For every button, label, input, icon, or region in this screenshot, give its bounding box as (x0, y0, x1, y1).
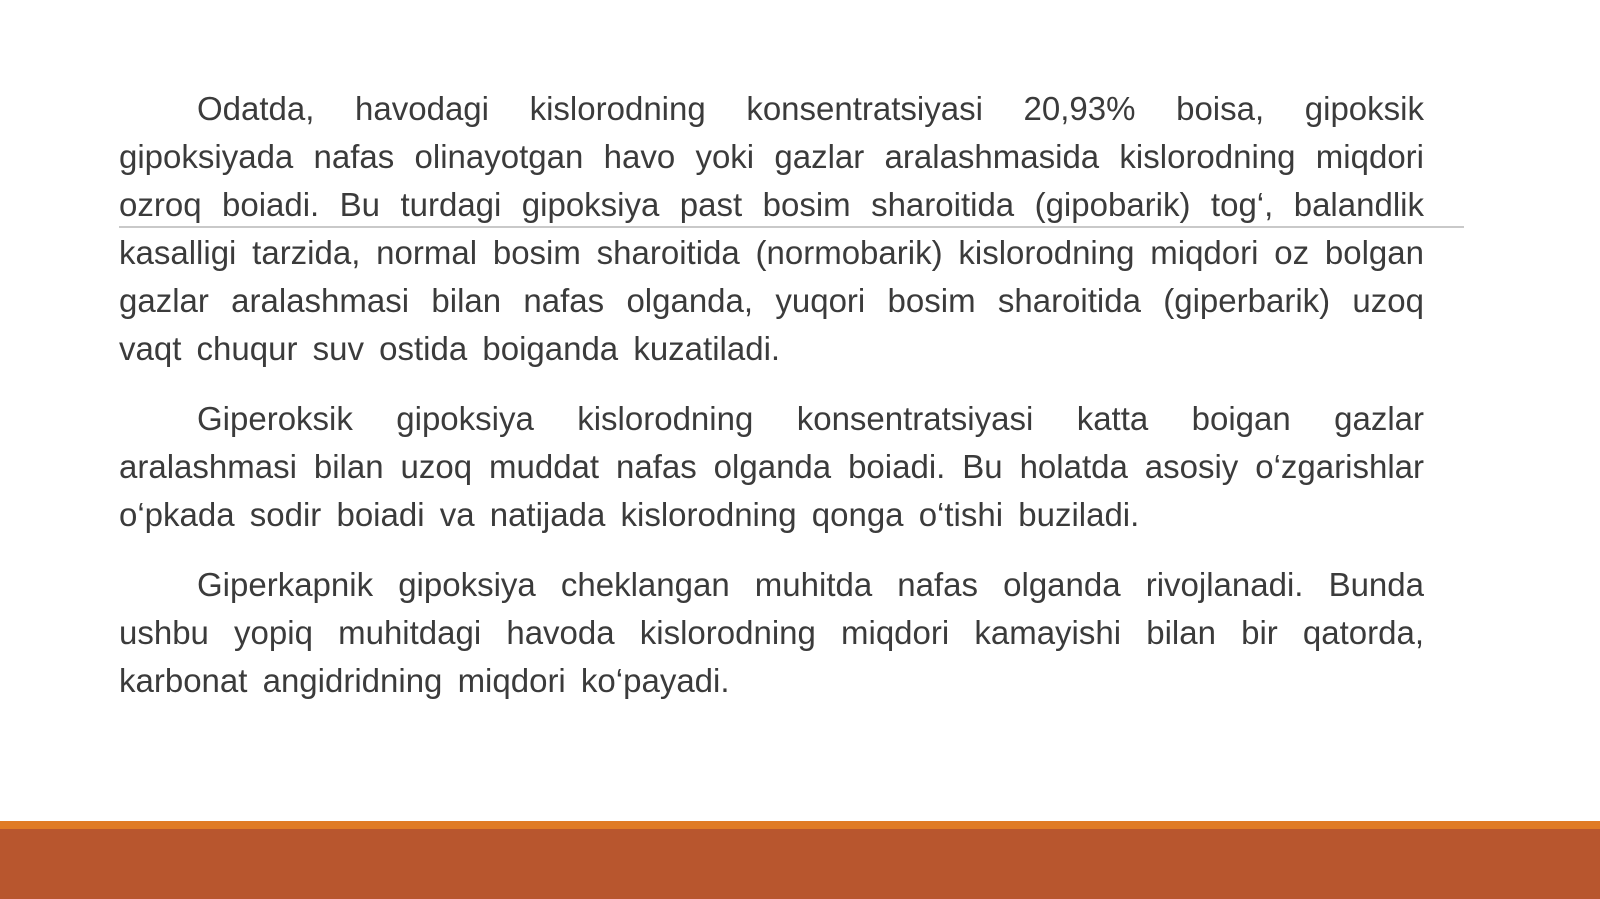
paragraph-gipoksik: Odatda, havodagi kislorodning konsentratsiyasi 20,93% boisa, gipoksik gipoksiyada nafas olinayotgan havo yoki gazlar aralashmasida kislorodning miqdori ozroq boiadi. Bu turdagi gipoksiya past bosim sharoitida (gipobarik) tog‘, balandlik kasalligi tarzida, normal bosim sharoitida (normobarik) kislorodning miqdori oz bolgan gazlar aralashmasi bilan nafas olganda, yuqori bosim sharoitida (giperbarik) uzoq vaqt chuqur suv ostida boiganda kuzatiladi. (119, 90, 1424, 367)
paragraph-giperkapnik: Giperkapnik gipoksiya cheklangan muhitda nafas olganda rivojlanadi. Bunda ushbu yopiq muhitdagi havoda kislorodning miqdori kamayishi bilan bir qatorda, karbonat angidridning miqdori ko‘payadi. (119, 566, 1424, 699)
divider-line (119, 226, 1464, 228)
paragraph-giperoksik: Giperoksik gipoksiya kislorodning konsentratsiyasi katta boigan gazlar aralashmasi bilan uzoq muddat nafas olganda boiadi. Bu holatda asosiy o‘zgarishlar o‘pkada sodir boiadi va natijada kislorodning qonga o‘tishi buziladi. (119, 400, 1424, 533)
slide-body (119, 85, 1424, 705)
footer-bar (0, 821, 1600, 899)
